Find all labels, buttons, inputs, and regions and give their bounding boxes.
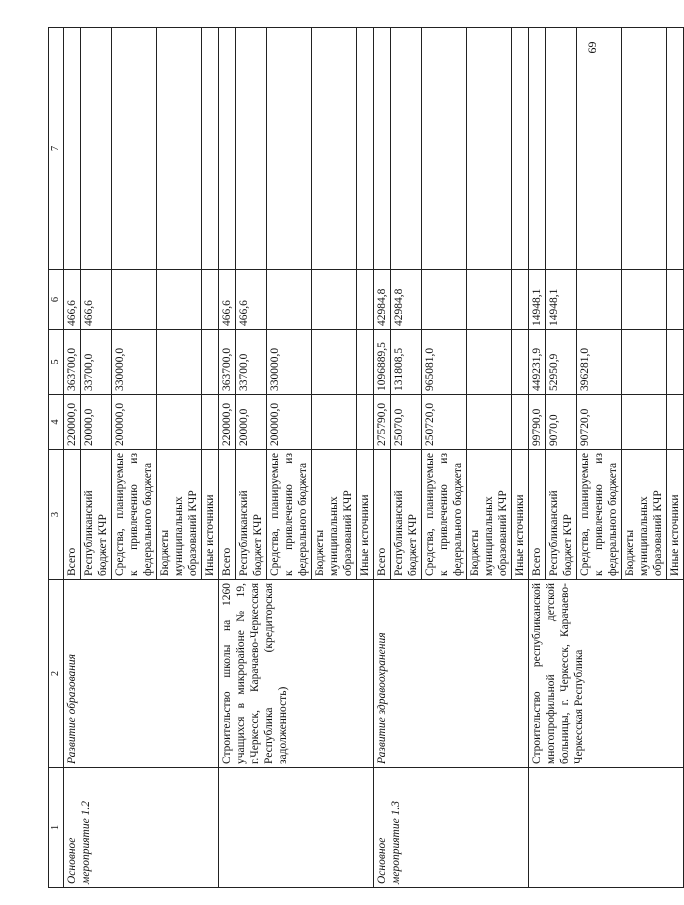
funding-source: Всего bbox=[64, 450, 81, 580]
value-col6: 466,6 bbox=[236, 270, 267, 330]
page-number: 69 bbox=[585, 41, 600, 54]
funding-source: Республиканский бюджет КЧР bbox=[81, 450, 112, 580]
value-col7 bbox=[157, 28, 202, 270]
value-col7 bbox=[81, 28, 112, 270]
header-row bbox=[49, 28, 64, 888]
funding-source: Всего bbox=[219, 450, 236, 580]
value-col7 bbox=[357, 28, 374, 270]
value-col4: 220000,0 bbox=[219, 395, 236, 450]
value-col5: 396281,0 bbox=[577, 330, 622, 395]
funding-source: Иные источники bbox=[512, 450, 529, 580]
funding-source: Бюджеты муниципальных образований КЧР bbox=[312, 450, 357, 580]
value-col7 bbox=[219, 28, 236, 270]
value-col4 bbox=[512, 395, 529, 450]
value-col7 bbox=[202, 28, 219, 270]
value-col5 bbox=[467, 330, 512, 395]
table-row bbox=[219, 28, 236, 888]
value-col5 bbox=[512, 330, 529, 395]
value-col4: 250720,0 bbox=[422, 395, 467, 450]
block-code bbox=[529, 768, 684, 888]
value-col4 bbox=[357, 395, 374, 450]
value-col6 bbox=[622, 270, 667, 330]
value-col5 bbox=[357, 330, 374, 395]
value-col6 bbox=[267, 270, 312, 330]
value-col4: 220000,0 bbox=[64, 395, 81, 450]
value-col6: 42984,8 bbox=[391, 270, 422, 330]
value-col6: 466,6 bbox=[81, 270, 112, 330]
value-col4: 200000,0 bbox=[112, 395, 157, 450]
value-col5: 330000,0 bbox=[267, 330, 312, 395]
value-col5: 363700,0 bbox=[64, 330, 81, 395]
rotated-table-sheet bbox=[48, 28, 681, 888]
funding-source: Бюджеты муниципальных образований КЧР bbox=[157, 450, 202, 580]
value-col4 bbox=[157, 395, 202, 450]
value-col5 bbox=[622, 330, 667, 395]
block-name: Развитие здравоохранения bbox=[374, 580, 529, 768]
value-col5 bbox=[667, 330, 684, 395]
value-col4: 25070,0 bbox=[391, 395, 422, 450]
block-code: Основное мероприятие 1.3 bbox=[374, 768, 529, 888]
value-col6 bbox=[512, 270, 529, 330]
funding-source: Всего bbox=[529, 450, 546, 580]
value-col5: 965081,0 bbox=[422, 330, 467, 395]
value-col6: 466,6 bbox=[64, 270, 81, 330]
value-col5: 52950,9 bbox=[546, 330, 577, 395]
value-col4: 90720,0 bbox=[577, 395, 622, 450]
block-code bbox=[219, 768, 374, 888]
funding-source: Иные источники bbox=[202, 450, 219, 580]
value-col7 bbox=[667, 28, 684, 270]
value-col6 bbox=[312, 270, 357, 330]
value-col7 bbox=[374, 28, 391, 270]
value-col6 bbox=[422, 270, 467, 330]
value-col6: 14948,1 bbox=[546, 270, 577, 330]
value-col7 bbox=[577, 28, 622, 270]
value-col6 bbox=[202, 270, 219, 330]
funding-source: Бюджеты муниципальных образований КЧР bbox=[622, 450, 667, 580]
funding-source: Средства, планируемые к привлечению из федерального бюджета bbox=[577, 450, 622, 580]
value-col5: 1096889,5 bbox=[374, 330, 391, 395]
value-col5: 131808,5 bbox=[391, 330, 422, 395]
header-cell: 1 bbox=[49, 768, 64, 888]
funding-source: Иные источники bbox=[357, 450, 374, 580]
value-col4: 20000,0 bbox=[236, 395, 267, 450]
value-col4: 9070,0 bbox=[546, 395, 577, 450]
value-col7 bbox=[64, 28, 81, 270]
header-cell: 2 bbox=[49, 580, 64, 768]
value-col4 bbox=[622, 395, 667, 450]
header-cell: 7 bbox=[49, 28, 64, 270]
table-row bbox=[64, 28, 81, 888]
value-col7 bbox=[512, 28, 529, 270]
header-cell: 5 bbox=[49, 330, 64, 395]
value-col7 bbox=[422, 28, 467, 270]
value-col4 bbox=[202, 395, 219, 450]
value-col7 bbox=[529, 28, 546, 270]
value-col4 bbox=[667, 395, 684, 450]
funding-source: Республиканский бюджет КЧР bbox=[391, 450, 422, 580]
value-col7 bbox=[546, 28, 577, 270]
value-col6 bbox=[357, 270, 374, 330]
value-col7 bbox=[312, 28, 357, 270]
value-col5: 33700,0 bbox=[236, 330, 267, 395]
value-col6 bbox=[112, 270, 157, 330]
block-name: Развитие образования bbox=[64, 580, 219, 768]
funding-source: Республиканский бюджет КЧР bbox=[236, 450, 267, 580]
funding-source: Средства, планируемые к привлечению из федерального бюджета bbox=[422, 450, 467, 580]
value-col7 bbox=[112, 28, 157, 270]
value-col5: 363700,0 bbox=[219, 330, 236, 395]
value-col5 bbox=[312, 330, 357, 395]
header-cell: 4 bbox=[49, 395, 64, 450]
header-cell: 3 bbox=[49, 450, 64, 580]
block-code: Основное мероприятие 1.2 bbox=[64, 768, 219, 888]
funding-source: Республиканский бюджет КЧР bbox=[546, 450, 577, 580]
header-cell: 6 bbox=[49, 270, 64, 330]
funding-source: Иные источники bbox=[667, 450, 684, 580]
value-col5: 330000,0 bbox=[112, 330, 157, 395]
value-col4: 99790,0 bbox=[529, 395, 546, 450]
budget-table bbox=[48, 27, 684, 888]
table-row bbox=[374, 28, 391, 888]
value-col4 bbox=[467, 395, 512, 450]
value-col5 bbox=[202, 330, 219, 395]
value-col7 bbox=[622, 28, 667, 270]
value-col6 bbox=[667, 270, 684, 330]
value-col5: 33700,0 bbox=[81, 330, 112, 395]
funding-source: Бюджеты муниципальных образований КЧР bbox=[467, 450, 512, 580]
value-col6 bbox=[157, 270, 202, 330]
value-col7 bbox=[267, 28, 312, 270]
value-col7 bbox=[236, 28, 267, 270]
funding-source: Средства, планируемые к привлечению из федерального бюджета bbox=[267, 450, 312, 580]
value-col6: 466,6 bbox=[219, 270, 236, 330]
funding-source: Средства, планируемые к привлечению из федерального бюджета bbox=[112, 450, 157, 580]
block-name: Строительство республиканской многопрофильной детской больницы, г. Черкесск, Карачаево-Черкесская Республика bbox=[529, 580, 684, 768]
value-col7 bbox=[467, 28, 512, 270]
value-col4: 275790,0 bbox=[374, 395, 391, 450]
value-col4 bbox=[312, 395, 357, 450]
value-col6: 42984,8 bbox=[374, 270, 391, 330]
value-col6: 14948,1 bbox=[529, 270, 546, 330]
value-col4: 20000,0 bbox=[81, 395, 112, 450]
value-col5 bbox=[157, 330, 202, 395]
value-col4: 200000,0 bbox=[267, 395, 312, 450]
table-row bbox=[529, 28, 546, 888]
value-col5: 449231,9 bbox=[529, 330, 546, 395]
funding-source: Всего bbox=[374, 450, 391, 580]
value-col6 bbox=[577, 270, 622, 330]
value-col7 bbox=[391, 28, 422, 270]
block-name: Строительство школы на 1260 учащихся в микрорайоне № 19, г.Черкесск, Карачаево-Черкесская Республика (кредиторская задолженность) bbox=[219, 580, 374, 768]
value-col6 bbox=[467, 270, 512, 330]
